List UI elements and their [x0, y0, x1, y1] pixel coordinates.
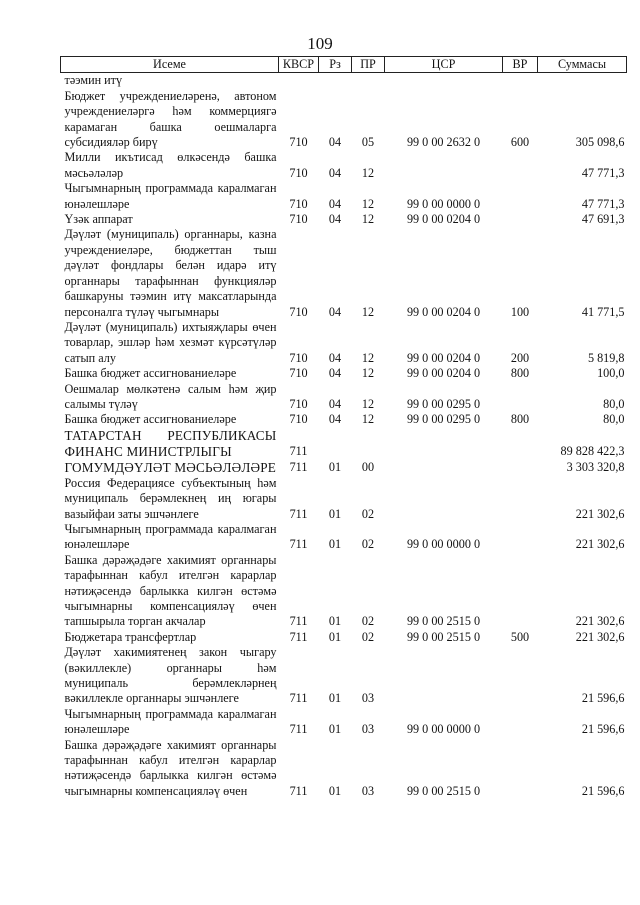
row-rz-cell: 01: [328, 783, 342, 798]
row-sum-cell: 89 828 422,3: [560, 444, 625, 459]
row-pr-cell: 03: [361, 691, 375, 706]
row-rz-cell: 01: [328, 691, 342, 706]
row-kvsr-cell: 711: [289, 691, 308, 706]
row-pr-cell: 02: [361, 537, 375, 552]
table-row: [61, 73, 627, 89]
row-csr-cell: [385, 476, 503, 522]
row-rz-cell: 04: [328, 212, 342, 227]
row-vr-cell: [503, 73, 538, 89]
row-rz-cell: 04: [328, 135, 342, 150]
row-sum-cell: 3 303 320,8: [566, 460, 625, 475]
row-kvsr-cell: 710: [289, 304, 308, 319]
row-name-cell: Дәүләт (муниципаль) ихтыяҗлары өчен товарлар, эшләр һәм хезмәт күрсәтүләр сатып алу: [64, 319, 277, 365]
table-row: [61, 553, 627, 630]
row-name-cell: ТАТАРСТАН РЕСПУБЛИКАСЫ ФИНАНС МИНИСТРЛЫГЫ: [64, 427, 277, 459]
row-vr-cell: [503, 476, 538, 522]
row-pr-cell: 03: [361, 783, 375, 798]
row-csr-cell: 99 0 00 2515 0: [406, 614, 481, 629]
row-csr-cell: [385, 645, 503, 707]
row-name-cell: Бюджет учреждениеләренә, автоном учреждениеләргә һәм коммерциягә карамаган башка оешмаларга субсидияләр бирү: [64, 88, 277, 150]
row-rz-cell: 04: [328, 165, 342, 180]
row-kvsr-cell: 710: [289, 412, 308, 427]
row-kvsr-cell: 711: [289, 722, 308, 737]
row-vr-cell: [503, 212, 538, 227]
row-pr-cell: 12: [361, 196, 375, 211]
row-kvsr-cell: 711: [289, 460, 308, 475]
row-kvsr-cell: 710: [289, 396, 308, 411]
page-number: 109: [307, 34, 333, 53]
row-vr-cell: [503, 460, 538, 476]
row-pr-cell: 00: [361, 460, 375, 475]
row-name-cell: Бюджетара трансфертлар: [64, 629, 197, 644]
row-csr-cell: 99 0 00 2515 0: [406, 629, 481, 644]
row-kvsr-cell: 711: [289, 783, 308, 798]
column-header-pr: ПР: [352, 57, 385, 73]
row-csr-cell: [385, 460, 503, 476]
table-row: [61, 707, 627, 738]
row-sum-cell: 47 691,3: [581, 212, 625, 227]
row-pr-cell: 12: [361, 412, 375, 427]
row-rz-cell: 04: [328, 366, 342, 381]
row-vr-cell: 800: [510, 366, 530, 381]
row-vr-cell: [503, 707, 538, 738]
table-row: [61, 738, 627, 800]
column-header-name: Исеме: [61, 57, 279, 73]
row-csr-cell: 99 0 00 0000 0: [406, 196, 481, 211]
row-name-cell: тәэмин итү: [64, 73, 123, 88]
row-name-cell: Милли икътисад өлкәсендә башка мәсьәләләр: [64, 150, 277, 180]
row-csr-cell: 99 0 00 0000 0: [406, 722, 481, 737]
row-sum-cell: [538, 73, 627, 89]
table-row: [61, 645, 627, 707]
row-sum-cell: 100,0: [597, 366, 625, 381]
table-row: [61, 150, 627, 181]
row-sum-cell: 47 771,3: [581, 196, 625, 211]
row-name-cell: Оешмалар мөлкәтенә салым һәм җир салымы түләү: [64, 381, 277, 411]
row-kvsr-cell: 710: [289, 350, 308, 365]
row-sum-cell: 5 819,8: [587, 350, 625, 365]
row-vr-cell: [503, 738, 538, 800]
row-csr-cell: 99 0 00 2632 0: [406, 135, 481, 150]
row-sum-cell: 221 302,6: [575, 537, 625, 552]
row-csr-cell: [385, 73, 503, 89]
row-pr-cell: 12: [361, 165, 375, 180]
row-pr-cell: 02: [361, 506, 375, 521]
row-vr-cell: [503, 428, 538, 460]
row-name-cell: Башка дәрәҗәдәге хакимият органнары тарафыннан кабул ителгән карарлар нәтиҗәсендә барлыкка килгән өстәмә чыгымнарны компенсацияләү өчен тапшырыла торган акчалар: [64, 552, 277, 629]
row-sum-cell: 41 771,5: [581, 304, 625, 319]
row-pr-cell: 12: [361, 350, 375, 365]
row-pr-cell: 05: [361, 135, 375, 150]
row-vr-cell: [503, 522, 538, 553]
row-name-cell: Чыгымнарның программада каралмаган юнәлешләре: [64, 706, 277, 737]
row-kvsr-cell: 711: [289, 506, 308, 521]
row-pr-cell: 12: [361, 366, 375, 381]
row-name-cell: ГОМУМДӘҮЛӘТ МӘСЬӘЛӘЛӘРЕ: [64, 459, 277, 475]
column-header-rz: Рз: [319, 57, 352, 73]
row-rz-cell: [319, 428, 352, 460]
row-sum-cell: 80,0: [603, 396, 625, 411]
column-header-sum: Суммасы: [538, 57, 627, 73]
row-sum-cell: 80,0: [603, 412, 625, 427]
row-csr-cell: 99 0 00 0204 0: [406, 212, 481, 227]
row-csr-cell: 99 0 00 0204 0: [406, 366, 481, 381]
row-sum-cell: 21 596,6: [581, 722, 625, 737]
row-kvsr-cell: 710: [289, 212, 308, 227]
table-row: [61, 382, 627, 413]
budget-table: [60, 56, 627, 799]
table-row: [61, 460, 627, 476]
column-header-kvsr: КВСР: [279, 57, 319, 73]
row-kvsr-cell: 710: [289, 196, 308, 211]
row-vr-cell: 800: [510, 412, 530, 427]
row-sum-cell: 21 596,6: [581, 691, 625, 706]
row-name-cell: Дәүләт хакимиятенең закон чыгару (вәкиллекле) органнары һәм муниципаль берәмлекләрнең вәкиллекле органнары эшчәнлеге: [64, 645, 277, 706]
row-pr-cell: [352, 428, 385, 460]
table-row: [61, 522, 627, 553]
row-pr-cell: 12: [361, 212, 375, 227]
row-name-cell: Россия Федерациясе субъектының һәм муниципаль берәмлекнең иң югары вазыйфаи заты эшчәнлеге: [64, 475, 277, 521]
row-pr-cell: 03: [361, 722, 375, 737]
row-sum-cell: 221 302,6: [575, 506, 625, 521]
row-csr-cell: [385, 428, 503, 460]
row-sum-cell: 221 302,6: [575, 614, 625, 629]
row-name-cell: Дәүләт (муниципаль) органнары, казна учреждениеләре, бюджеттан тыш дәүләт фондлары белән идарә итү органнары тарафыннан функцияләр башкаруны тәэмин итү максатларында персоналга түләү чыгымнары: [64, 227, 277, 319]
table-row: [61, 366, 627, 381]
row-rz-cell: 01: [328, 614, 342, 629]
row-pr-cell: 02: [361, 614, 375, 629]
row-kvsr-cell: 711: [289, 614, 308, 629]
row-csr-cell: 99 0 00 0204 0: [406, 350, 481, 365]
row-sum-cell: 305 098,6: [575, 135, 625, 150]
table-header-row: [61, 57, 627, 73]
table-row: [61, 320, 627, 366]
row-kvsr-cell: 710: [289, 366, 308, 381]
row-csr-cell: 99 0 00 0295 0: [406, 396, 481, 411]
row-rz-cell: 01: [328, 537, 342, 552]
row-kvsr-cell: 710: [289, 135, 308, 150]
row-rz-cell: 01: [328, 722, 342, 737]
row-rz-cell: 04: [328, 196, 342, 211]
row-csr-cell: 99 0 00 2515 0: [406, 783, 481, 798]
row-csr-cell: [385, 150, 503, 181]
table-row: [61, 630, 627, 645]
table-row: [61, 476, 627, 522]
row-kvsr-cell: 711: [289, 629, 308, 644]
table-row: [61, 89, 627, 151]
row-name-cell: Үзәк аппарат: [64, 212, 133, 227]
row-pr-cell: 02: [361, 629, 375, 644]
row-pr-cell: 12: [361, 304, 375, 319]
row-sum-cell: 47 771,3: [581, 165, 625, 180]
table-row: [61, 412, 627, 427]
column-header-csr: ЦСР: [385, 57, 503, 73]
row-sum-cell: 221 302,6: [575, 629, 625, 644]
row-sum-cell: 21 596,6: [581, 783, 625, 798]
row-kvsr-cell: 710: [289, 165, 308, 180]
row-vr-cell: [503, 553, 538, 630]
row-vr-cell: [503, 645, 538, 707]
row-rz-cell: 01: [328, 506, 342, 521]
row-name-cell: Башка бюджет ассигнованиеләре: [64, 366, 237, 381]
row-vr-cell: [503, 382, 538, 413]
row-rz-cell: [319, 73, 352, 89]
row-kvsr-cell: [279, 73, 319, 89]
row-rz-cell: 04: [328, 350, 342, 365]
row-name-cell: Чыгымнарның программада каралмаган юнәлешләре: [64, 521, 277, 552]
row-vr-cell: 100: [510, 304, 530, 319]
table-body: [61, 73, 627, 799]
row-kvsr-cell: 711: [289, 444, 308, 459]
row-pr-cell: 12: [361, 396, 375, 411]
table-row: [61, 212, 627, 227]
row-name-cell: Чыгымнарның программада каралмаган юнәлешләре: [64, 181, 277, 211]
table-row: [61, 227, 627, 319]
row-vr-cell: 600: [510, 135, 530, 150]
row-csr-cell: 99 0 00 0000 0: [406, 537, 481, 552]
row-rz-cell: 04: [328, 304, 342, 319]
row-vr-cell: [503, 150, 538, 181]
row-csr-cell: 99 0 00 0295 0: [406, 412, 481, 427]
row-name-cell: Башка дәрәҗәдәге хакимият органнары тарафыннан кабул ителгән карарлар нәтиҗәсендә барлыкка килгән өстәмә чыгымнарны компенсацияләү өчен: [64, 737, 277, 798]
row-vr-cell: 500: [510, 629, 530, 644]
row-vr-cell: 200: [510, 350, 530, 365]
row-rz-cell: 01: [328, 460, 342, 475]
row-name-cell: Башка бюджет ассигнованиеләре: [64, 412, 237, 427]
column-header-vr: ВР: [503, 57, 538, 73]
row-pr-cell: [352, 73, 385, 89]
table-row: [61, 428, 627, 460]
row-rz-cell: 04: [328, 412, 342, 427]
row-vr-cell: [503, 181, 538, 212]
row-rz-cell: 04: [328, 396, 342, 411]
row-kvsr-cell: 711: [289, 537, 308, 552]
table-row: [61, 181, 627, 212]
row-csr-cell: 99 0 00 0204 0: [406, 304, 481, 319]
row-rz-cell: 01: [328, 629, 342, 644]
